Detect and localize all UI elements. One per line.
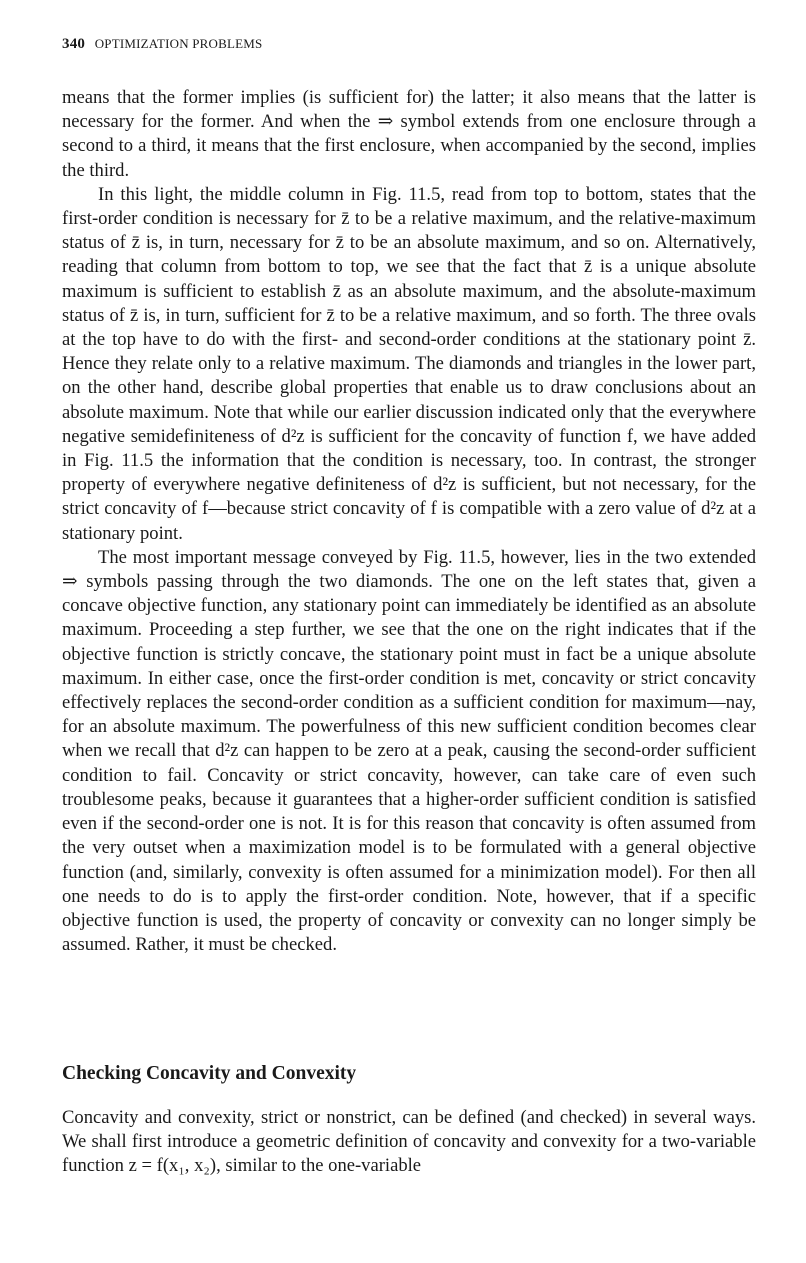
paragraph-1: means that the former implies (is sufficient for) the latter; it also means that the latter is necessary for the former. And when the ⇒ symbol extends from one enclosure through a second to a third, it means that the first enclosure, when accompanied by the second, implies the third. bbox=[62, 87, 756, 181]
page-number: 340 bbox=[62, 36, 86, 52]
section-paragraph: Concavity and convexity, strict or nonstrict, can be defined (and checked) in several ways. We shall first introduce a geometric definition of concavity and convexity for a two-variable function z = f(x₁, x₂), similar to the one-variable bbox=[62, 1107, 756, 1177]
body-text bbox=[62, 86, 756, 957]
paragraph-3: The most important message conveyed by Fig. 11.5, however, lies in the two extended ⇒ symbols passing through the two diamonds. The one on the left states that, given a concave objective function, any stationary point can immediately be identified as an absolute maximum. Proceeding a step further, we see that the one on the right indicates that if the objective function is strictly concave, the stationary point must in fact be a unique absolute maximum. In either case, once the first-order condition is met, concavity or strict concavity effectively replaces the second-order condition as a sufficient condition for maximum—nay, for an absolute maximum. The powerfulness of this new sufficient condition becomes clear when we recall that d²z can happen to be zero at a peak, causing the second-order sufficient condition to fail. Concavity or strict concavity, however, can take care of even such troublesome peaks, because it guarantees that a higher-order sufficient condition is satisfied even if the second-order one is not. It is for this reason that concavity is often assumed from the very outset when a maximization model is to be formulated with a general objective function (and, similarly, convexity is often assumed for a minimization model). For then all one needs to do is to apply the first-order condition. Note, however, that if a specific objective function is used, the property of concavity or convexity can no longer simply be assumed. Rather, it must be checked. bbox=[62, 546, 756, 956]
section-heading: Checking Concavity and Convexity bbox=[62, 1063, 357, 1084]
running-title: OPTIMIZATION PROBLEMS bbox=[94, 36, 263, 51]
section-text bbox=[62, 1106, 756, 1179]
paragraph-2: In this light, the middle column in Fig. 11.5, read from top to bottom, states that the first-order condition is necessary for z̄ to be a relative maximum, and the relative-maximum status of z̄ is, in turn, necessary for z̄ to be an absolute maximum, and so on. Alternatively, reading that column from bottom to top, we see that the fact that z̄ is a unique absolute maximum is sufficient to establish z̄ as an absolute maximum, and the absolute-maximum status of z̄ is, in turn, sufficient for z̄ to be a relative maximum, and so forth. The three ovals at the top have to do with the first- and second-order conditions at the stationary point z̄. Hence they relate only to a relative maximum. The diamonds and triangles in the lower part, on the other hand, describe global properties that enable us to draw conclusions about an absolute maximum. Note that while our earlier discussion indicated only that the everywhere negative semidefiniteness of d²z is sufficient for the concavity of function f, we have added in Fig. 11.5 the information that the condition is necessary, too. In contrast, the stronger property of everywhere negative definiteness of d²z is sufficient, but not necessary, for the strict concavity of f—because strict concavity of f is compatible with a zero value of d²z at a stationary point. bbox=[62, 183, 756, 544]
running-head bbox=[62, 36, 262, 53]
